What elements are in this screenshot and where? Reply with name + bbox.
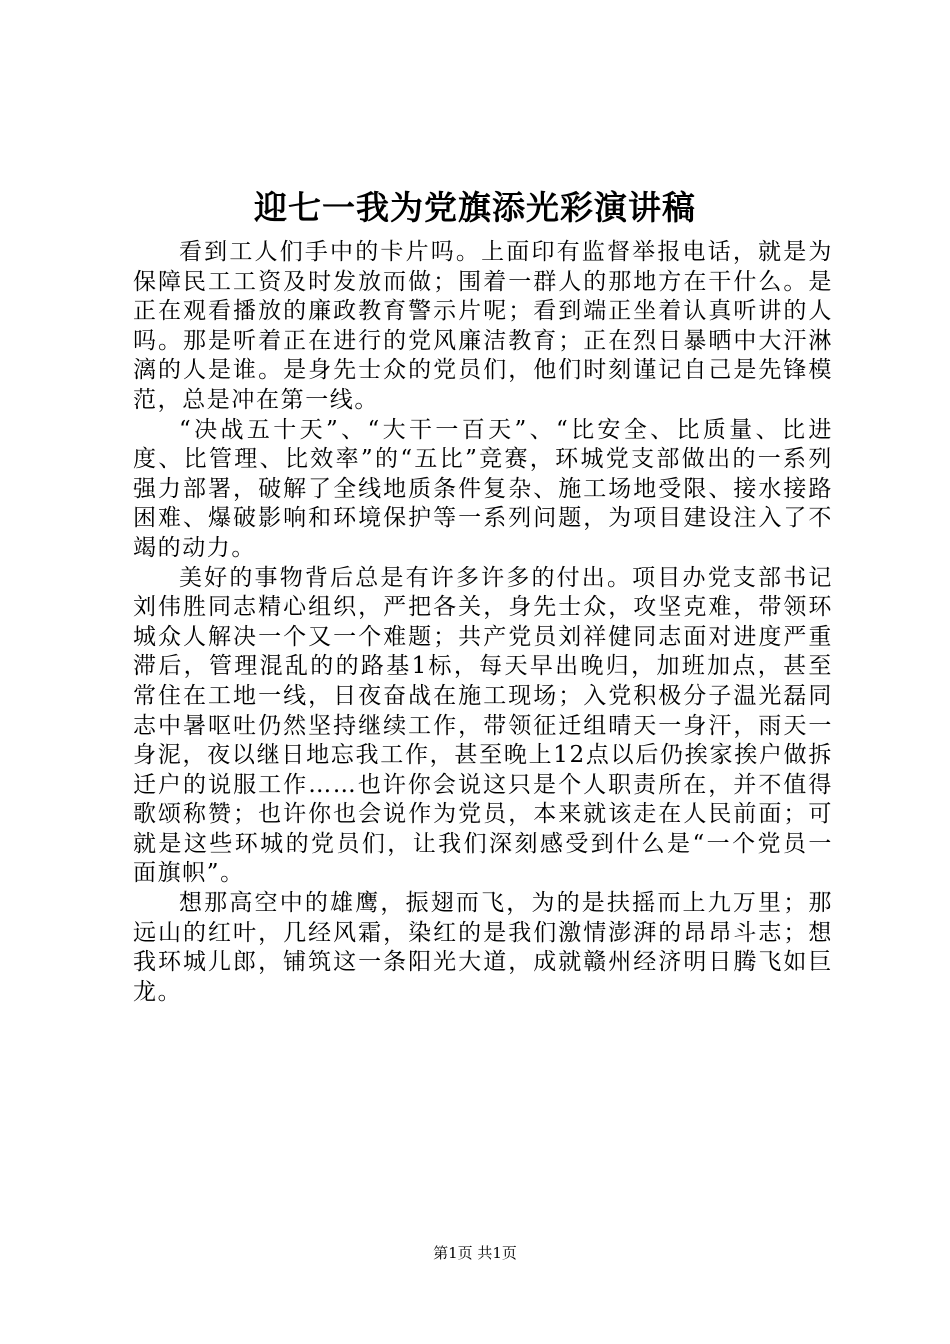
paragraph-3: 美好的事物背后总是有许多许多的付出。项目办党支部书记刘伟胜同志精心组织，严把各关，身先士众，攻坚克难，带领环城众人解决一个又一个难题；共产党员刘祥健同志面对进度严重滞后，管理混乱的的路基1标，每天早出晚归，加班加点，甚至常住在工地一线，日夜奋战在施工现场；入党积极分子温光磊同志中暑呕吐仍然坚持继续工作，带领征迁组晴天一身汗，雨天一身泥，夜以继日地忘我工作，甚至晚上12点以后仍挨家挨户做拆迁户的说服工作……也许你会说这只是个人职责所在，并不值得歌颂称赞；也许你也会说作为党员，本来就该走在人民前面；可就是这些环城的党员们，让我们深刻感受到什么是“一个党员一面旗帜”。 xyxy=(133,564,833,887)
page-number-footer: 第1页 共1页 xyxy=(433,1244,517,1262)
paragraph-4: 想那高空中的雄鹰，振翅而飞，为的是扶摇而上九万里；那远山的红叶，几经风霜，染红的是我们激情澎湃的昂昂斗志；想我环城儿郎，铺筑这一条阳光大道，成就赣州经济明日腾飞如巨龙。 xyxy=(133,890,833,1005)
document-title: 迎七一我为党旗添光彩演讲稿 xyxy=(254,188,696,227)
paragraph-2: “决战五十天”、“大干一百天”、“比安全、比质量、比进度、比管理、比效率”的“五比”竞赛，环城党支部做出的一系列强力部署，破解了全线地质条件复杂、施工场地受限、接水接路困难、爆破影响和环境保护等一系列问题，为项目建设注入了不竭的动力。 xyxy=(133,416,833,561)
paragraph-1: 看到工人们手中的卡片吗。上面印有监督举报电话，就是为保障民工工资及时发放而做；围着一群人的那地方在干什么。是正在观看播放的廉政教育警示片呢；看到端正坐着认真听讲的人吗。那是听着正在进行的党风廉洁教育；正在烈日暴晒中大汗淋漓的人是谁。是身先士众的党员们，他们时刻谨记自己是先锋模范，总是冲在第一线。 xyxy=(133,239,833,413)
document-body xyxy=(133,238,833,1007)
